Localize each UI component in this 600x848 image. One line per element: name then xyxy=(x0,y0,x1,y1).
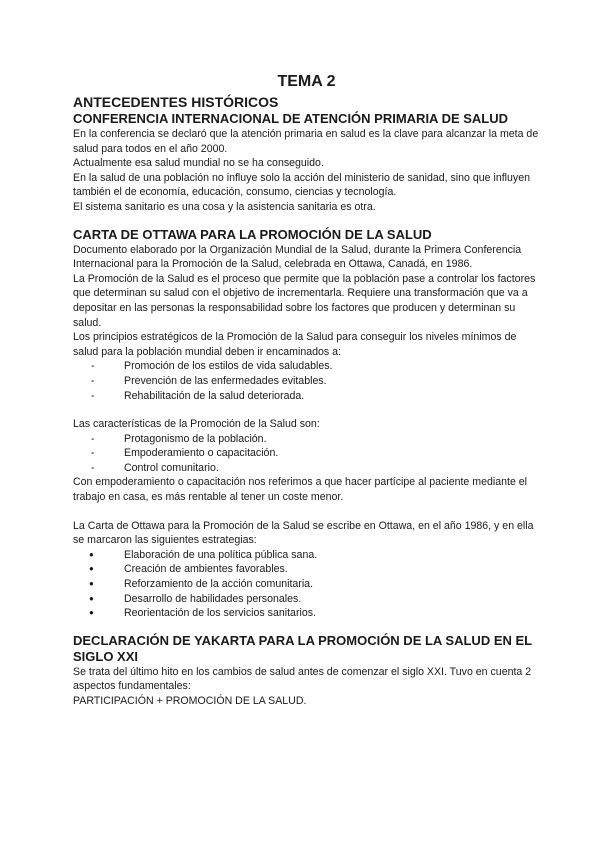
strategies-list xyxy=(73,548,540,621)
section2-paragraph: Los principios estratégicos de la Promoción de la Salud para conseguir los niveles mínimos de salud para la población mundial deben ir encaminados a: xyxy=(73,331,517,358)
characteristics-list xyxy=(73,432,540,476)
section1-paragraph: El sistema sanitario es una cosa y la asistencia sanitaria es otra. xyxy=(73,200,376,213)
section3-paragraph: Se trata del último hito en los cambios de salud antes de comenzar el siglo XXI. Tuvo en cuenta 2 aspectos fundamentales: xyxy=(73,665,532,693)
section1-paragraph: Actualmente esa salud mundial no se ha conseguido. xyxy=(73,157,324,170)
section2-paragraph: Con empoderamiento o capacitación nos referimos a que hacer partícipe al paciente mediante el trabajo en casa, es más rentable al tener un coste menor. xyxy=(73,476,528,504)
list-item: ● Desarrollo de habilidades personales. xyxy=(89,592,540,607)
list-item: - Rehabilitación de la salud deteriorada. xyxy=(89,389,540,404)
section1-paragraph: En la salud de una población no influye solo la acción del ministerio de sanidad, sino que influyen también el de economía, educación, consumo, ciencias y tecnología. xyxy=(73,171,531,199)
section3-title: DECLARACIÓN DE YAKARTA PARA LA PROMOCIÓN DE LA SALUD EN EL SIGLO XXI xyxy=(73,632,532,664)
list-item: ● Reorientación de los servicios sanitarios. xyxy=(89,606,540,621)
section1-title: CONFERENCIA INTERNACIONAL DE ATENCIÓN PRIMARIA DE SALUD xyxy=(73,111,509,126)
list-item: - Prevención de las enfermedades evitables. xyxy=(89,374,540,389)
main-heading: ANTECEDENTES HISTÓRICOS xyxy=(73,94,279,110)
section1-paragraph: En la conferencia se declaró que la atención primaria en salud es la clave para alcanzar la meta de salud para todos en el año 2000. xyxy=(73,128,539,155)
section2-paragraph: Documento elaborado por la Organización Mundial de la Salud, durante la Primera Conferencia Internacional para la Promoción de la Salud, celebrada en Ottawa, Canadá, en 1986. xyxy=(73,243,522,271)
section2-paragraph: La Promoción de la Salud es el proceso que permite que la población pase a controlar los factores que determinan su salud con el objetivo de incrementarla. Requiere una transformación que va a depositar en las personas la responsabilidad sobre los factores que producen y determinan su salud. xyxy=(73,272,536,329)
list-item: - Control comunitario. xyxy=(89,461,540,476)
list-item: ● Elaboración de una política pública sana. xyxy=(89,548,540,563)
principles-list xyxy=(73,359,540,403)
list-item: ● Creación de ambientes favorables. xyxy=(89,562,540,577)
section2-title: CARTA DE OTTAWA PARA LA PROMOCIÓN DE LA SALUD xyxy=(73,226,432,242)
section2-paragraph: La Carta de Ottawa para la Promoción de la Salud se escribe en Ottawa, en el año 1986, y en ella se marcaron las siguientes estrategias: xyxy=(73,519,534,547)
section3-paragraph: PARTICIPACIÓN + PROMOCIÓN DE LA SALUD. xyxy=(73,695,307,707)
document-title: TEMA 2 xyxy=(277,73,336,90)
list-item: - Empoderamiento o capacitación. xyxy=(89,446,540,461)
list-item: - Protagonismo de la población. xyxy=(89,432,540,447)
list-item: - Promoción de los estilos de vida saludables. xyxy=(89,359,540,374)
section2-paragraph: Las características de la Promoción de la Salud son: xyxy=(73,418,320,431)
list-item: ● Reforzamiento de la acción comunitaria. xyxy=(89,577,540,592)
